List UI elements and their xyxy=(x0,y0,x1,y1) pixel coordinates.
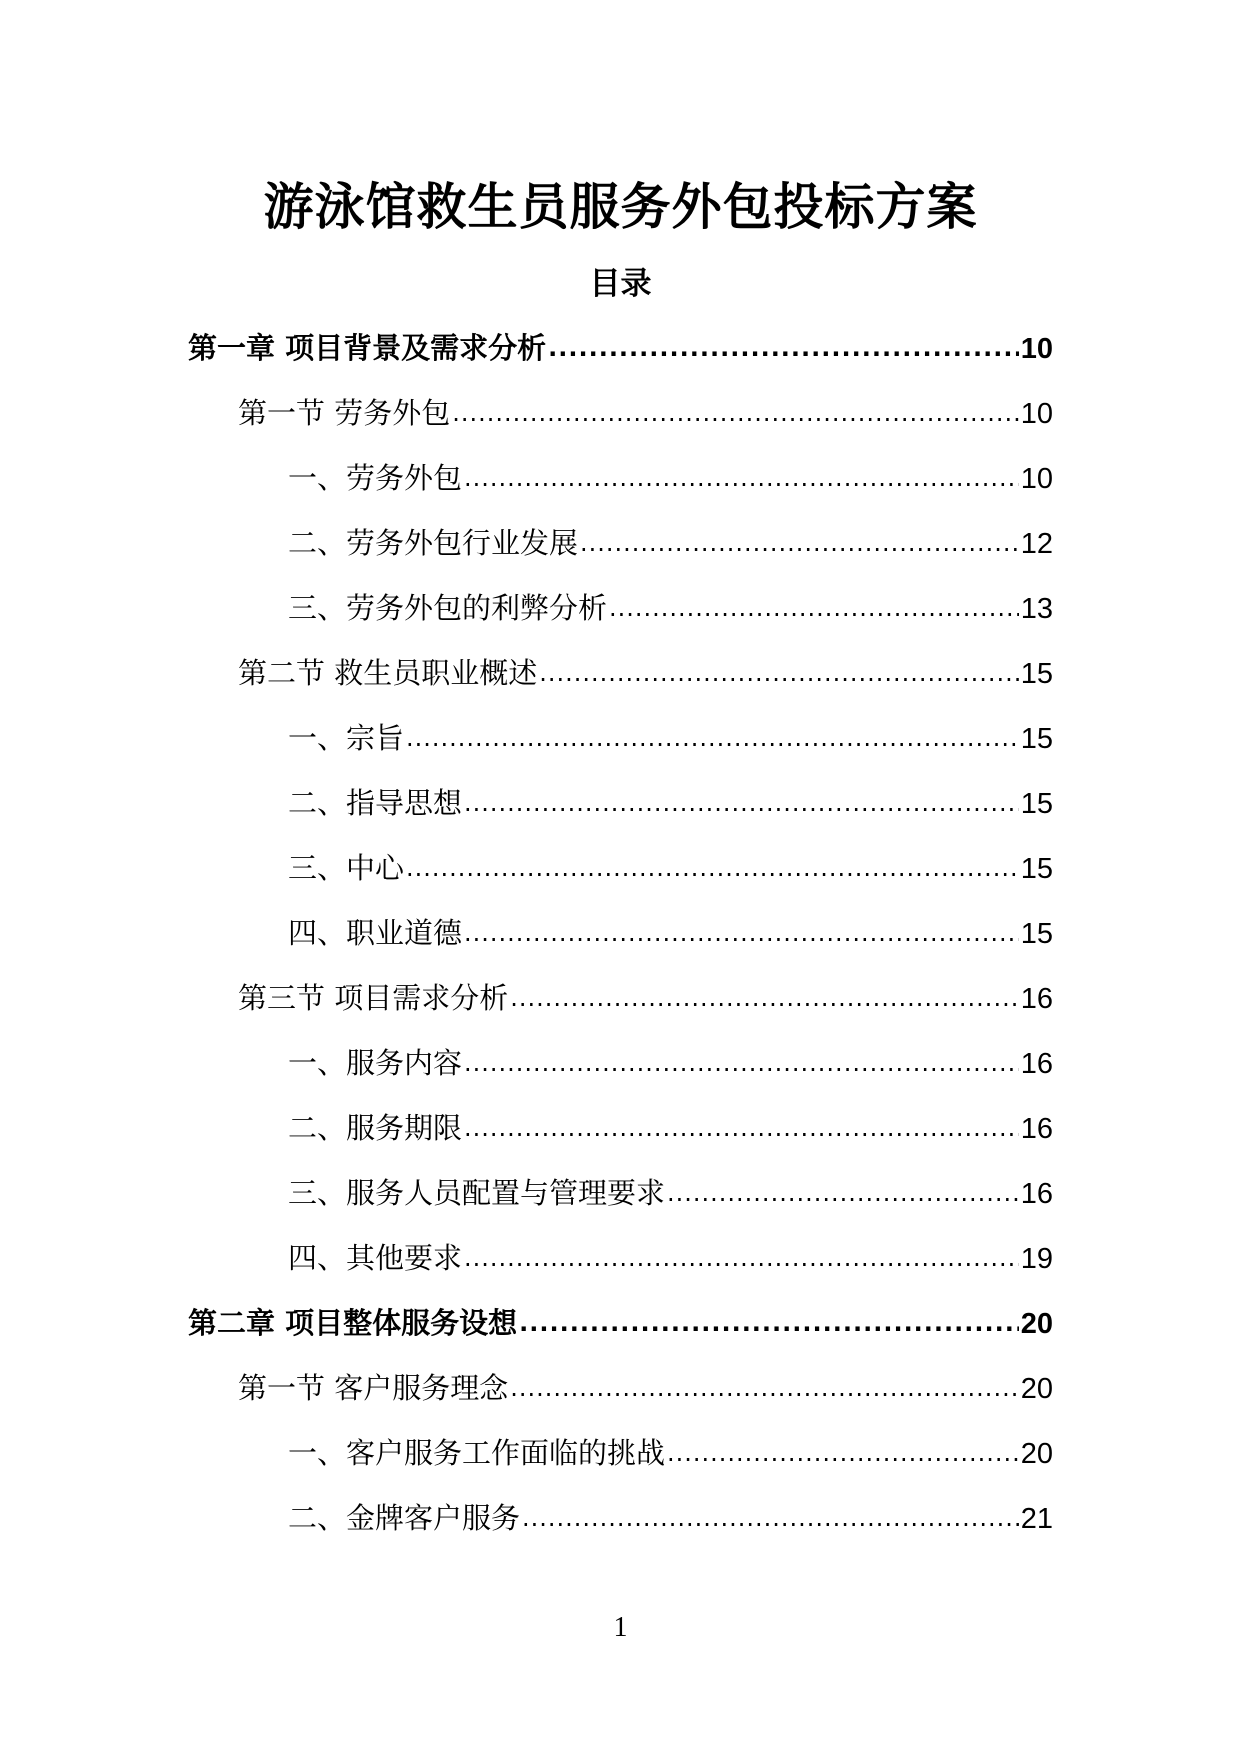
toc-entry-page: 20 xyxy=(1020,1438,1053,1470)
toc-dot-leader xyxy=(667,1169,1019,1215)
toc-entry-label: 四、其他要求 xyxy=(288,1241,463,1275)
toc-entry-label: 第一章 项目背景及需求分析 xyxy=(188,331,547,365)
toc-entry-section[interactable] xyxy=(188,651,1053,716)
toc-entry-subsection[interactable] xyxy=(188,1236,1053,1301)
toc-entry-label: 第三节 项目需求分析 xyxy=(238,981,509,1015)
toc-dot-leader xyxy=(464,1039,1019,1085)
toc-entry-label: 四、职业道德 xyxy=(288,916,463,950)
toc-entry-label: 二、劳务外包行业发展 xyxy=(288,526,579,560)
toc-entry-subsection[interactable] xyxy=(188,1041,1053,1106)
toc-entry-page: 15 xyxy=(1020,788,1053,820)
toc-entry-section[interactable] xyxy=(188,1366,1053,1431)
table-of-contents xyxy=(188,326,1053,1561)
page-number: 1 xyxy=(613,1612,628,1643)
toc-dot-leader xyxy=(519,1299,1019,1345)
toc-entry-subsection[interactable] xyxy=(188,456,1053,521)
toc-entry-page: 20 xyxy=(1020,1373,1053,1405)
toc-entry-label: 一、宗旨 xyxy=(288,721,405,755)
toc-entry-page: 15 xyxy=(1020,853,1053,885)
toc-dot-leader xyxy=(510,1364,1019,1410)
toc-entry-page: 16 xyxy=(1020,1048,1053,1080)
toc-entry-page: 16 xyxy=(1020,983,1053,1015)
toc-entry-page: 15 xyxy=(1020,658,1053,690)
toc-entry-label: 第二章 项目整体服务设想 xyxy=(188,1306,518,1340)
toc-dot-leader xyxy=(452,389,1019,435)
toc-dot-leader xyxy=(406,714,1019,760)
toc-entry-page: 20 xyxy=(1020,1308,1053,1340)
toc-entry-subsection[interactable] xyxy=(188,1431,1053,1496)
toc-entry-page: 10 xyxy=(1020,398,1053,430)
toc-dot-leader xyxy=(464,779,1019,825)
toc-dot-leader xyxy=(464,909,1019,955)
toc-entry-page: 15 xyxy=(1020,723,1053,755)
toc-dot-leader xyxy=(464,454,1019,500)
toc-entry-page: 15 xyxy=(1020,918,1053,950)
toc-dot-leader xyxy=(667,1429,1019,1475)
toc-entry-subsection[interactable] xyxy=(188,911,1053,976)
toc-entry-section[interactable] xyxy=(188,391,1053,456)
toc-entry-page: 16 xyxy=(1020,1178,1053,1210)
toc-entry-label: 三、劳务外包的利弊分析 xyxy=(288,591,608,625)
toc-entry-label: 一、服务内容 xyxy=(288,1046,463,1080)
toc-entry-label: 三、中心 xyxy=(288,851,405,885)
toc-entry-section[interactable] xyxy=(188,976,1053,1041)
toc-entry-label: 第一节 客户服务理念 xyxy=(238,1371,509,1405)
toc-entry-subsection[interactable] xyxy=(188,1496,1053,1561)
toc-entry-label: 二、金牌客户服务 xyxy=(288,1501,521,1535)
toc-entry-page: 13 xyxy=(1020,593,1053,625)
toc-entry-label: 一、客户服务工作面临的挑战 xyxy=(288,1436,666,1470)
toc-entry-label: 二、服务期限 xyxy=(288,1111,463,1145)
toc-dot-leader xyxy=(539,649,1019,695)
toc-heading: 目录 xyxy=(589,266,652,302)
toc-entry-page: 19 xyxy=(1020,1243,1053,1275)
toc-dot-leader xyxy=(548,324,1019,370)
toc-entry-label: 第二节 救生员职业概述 xyxy=(238,656,538,690)
toc-dot-leader xyxy=(464,1104,1019,1150)
toc-entry-page: 12 xyxy=(1020,528,1053,560)
toc-entry-page: 10 xyxy=(1020,333,1053,365)
toc-dot-leader xyxy=(464,1234,1019,1280)
toc-entry-label: 一、劳务外包 xyxy=(288,461,463,495)
toc-entry-label: 二、指导思想 xyxy=(288,786,463,820)
toc-entry-page: 16 xyxy=(1020,1113,1053,1145)
toc-entry-chapter[interactable] xyxy=(188,326,1053,391)
toc-entry-subsection[interactable] xyxy=(188,1106,1053,1171)
toc-dot-leader xyxy=(609,584,1019,630)
toc-entry-subsection[interactable] xyxy=(188,846,1053,911)
toc-entry-page: 21 xyxy=(1020,1503,1053,1535)
toc-entry-subsection[interactable] xyxy=(188,716,1053,781)
toc-entry-label: 第一节 劳务外包 xyxy=(238,396,451,430)
toc-entry-label: 三、服务人员配置与管理要求 xyxy=(288,1176,666,1210)
toc-entry-subsection[interactable] xyxy=(188,1171,1053,1236)
toc-entry-subsection[interactable] xyxy=(188,521,1053,586)
toc-entry-subsection[interactable] xyxy=(188,586,1053,651)
toc-dot-leader xyxy=(580,519,1019,565)
toc-entry-chapter[interactable] xyxy=(188,1301,1053,1366)
toc-dot-leader xyxy=(522,1494,1019,1540)
toc-entry-page: 10 xyxy=(1020,463,1053,495)
toc-dot-leader xyxy=(510,974,1019,1020)
toc-entry-subsection[interactable] xyxy=(188,781,1053,846)
toc-dot-leader xyxy=(406,844,1019,890)
document-title: 游泳馆救生员服务外包投标方案 xyxy=(263,178,978,236)
